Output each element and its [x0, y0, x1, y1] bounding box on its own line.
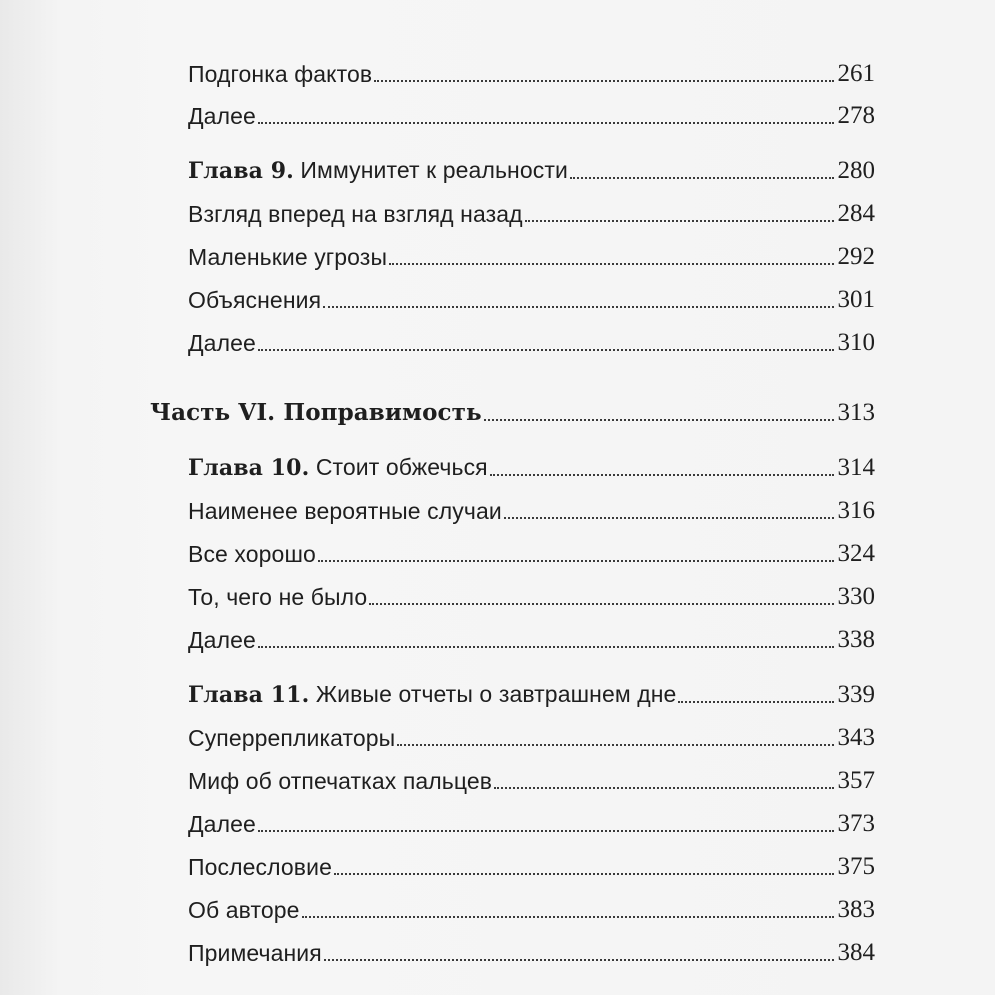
- dot-leader: [318, 560, 834, 562]
- toc-entry-title: Далее: [188, 811, 256, 837]
- dot-leader: [374, 80, 833, 82]
- toc-entry: [188, 317, 875, 357]
- toc-entry: [188, 274, 875, 314]
- dot-leader: [678, 701, 833, 703]
- toc-entry-title: [188, 453, 488, 482]
- toc-entry: [188, 798, 875, 838]
- toc-page-number: 310: [837, 329, 875, 356]
- toc-entry: [188, 90, 875, 130]
- toc-entry-title: Суперрепликаторы: [188, 725, 396, 751]
- toc-page-number: 278: [837, 102, 875, 129]
- toc-page-number: 343: [837, 724, 875, 751]
- toc-page-number: 330: [837, 583, 875, 610]
- toc-entry-title: Миф об отпечатках пальцев: [188, 768, 493, 794]
- toc-entry-title: Подгонка фактов: [188, 61, 373, 87]
- toc-chapter-number: Глава 11.: [188, 682, 310, 708]
- dot-leader: [324, 959, 834, 961]
- toc-chapter-title: Живые отчеты о завтрашнем дне: [309, 681, 677, 707]
- toc-entry: [188, 884, 875, 924]
- toc-page-number: 280: [837, 157, 875, 184]
- toc-entry-title: Далее: [188, 103, 256, 129]
- toc-entry-title: Наименее вероятные случаи: [188, 498, 502, 524]
- toc-entry-title: Объяснения: [188, 287, 322, 313]
- toc-chapter-entry: [188, 669, 875, 709]
- toc-entry: [188, 927, 875, 967]
- toc-entry: [188, 571, 875, 611]
- toc-entry-title: Далее: [188, 330, 256, 356]
- toc-part-entry: [150, 387, 875, 427]
- toc-page-number: 339: [837, 681, 875, 708]
- toc-page-number: 383: [837, 896, 875, 923]
- dot-leader: [258, 830, 834, 832]
- dot-leader: [389, 263, 833, 265]
- toc-entry: [188, 841, 875, 881]
- toc-chapter-number: Глава 10.: [188, 455, 310, 481]
- dot-leader: [525, 220, 834, 222]
- toc-page-number: 313: [837, 399, 875, 426]
- dot-leader: [258, 349, 834, 351]
- toc-entry-title: То, чего не было: [188, 584, 368, 610]
- toc-entry: [188, 528, 875, 568]
- toc-entry-title: Об авторе: [188, 897, 300, 923]
- toc-chapter-title: Стоит обжечься: [309, 454, 488, 480]
- dot-leader: [258, 646, 834, 648]
- toc-entry: [188, 48, 875, 88]
- dot-leader: [302, 916, 834, 918]
- toc-entry: [188, 712, 875, 752]
- dot-leader: [369, 603, 833, 605]
- toc-page-number: 301: [837, 286, 875, 313]
- toc-chapter-entry: [188, 145, 875, 185]
- toc-entry-title: Послесловие: [188, 854, 332, 880]
- toc-page-number: 261: [837, 60, 875, 87]
- toc-entry-title: [188, 156, 568, 185]
- toc-entry-title: Далее: [188, 627, 256, 653]
- toc-entry: [188, 755, 875, 795]
- toc-chapter-title: Иммунитет к реальности: [293, 157, 568, 183]
- toc-page-number: 357: [837, 767, 875, 794]
- dot-leader: [484, 419, 834, 421]
- dot-leader: [397, 744, 833, 746]
- toc-page-number: 324: [837, 540, 875, 567]
- dot-leader: [334, 873, 834, 875]
- toc-entry: [188, 485, 875, 525]
- toc-page-number: 314: [837, 454, 875, 481]
- toc-page-number: 338: [837, 626, 875, 653]
- toc-page-number: 375: [837, 853, 875, 880]
- toc-page-number: 316: [837, 497, 875, 524]
- toc-entry-title: Маленькие угрозы: [188, 244, 388, 270]
- toc-entry-title: Взгляд вперед на взгляд назад: [188, 201, 523, 227]
- dot-leader: [490, 474, 834, 476]
- toc-entry-title: Все хорошо: [188, 541, 316, 567]
- dot-leader: [504, 517, 834, 519]
- toc-page-number: 373: [837, 810, 875, 837]
- toc-entry: [188, 231, 875, 271]
- dot-leader: [570, 177, 834, 179]
- toc-chapter-entry: [188, 442, 875, 482]
- toc-entry: [188, 614, 875, 654]
- dot-leader: [258, 122, 834, 124]
- dot-leader: [494, 787, 833, 789]
- toc-entry-title: [188, 680, 676, 709]
- toc-entry-title: Часть VI. Поправимость: [150, 399, 482, 426]
- dot-leader: [323, 306, 833, 308]
- toc-page-number: 284: [837, 200, 875, 227]
- toc-chapter-number: Глава 9.: [188, 158, 294, 184]
- toc-page-number: 292: [837, 243, 875, 270]
- toc-entry: [188, 188, 875, 228]
- toc-page-number: 384: [837, 939, 875, 966]
- toc-entry-title: Примечания: [188, 940, 322, 966]
